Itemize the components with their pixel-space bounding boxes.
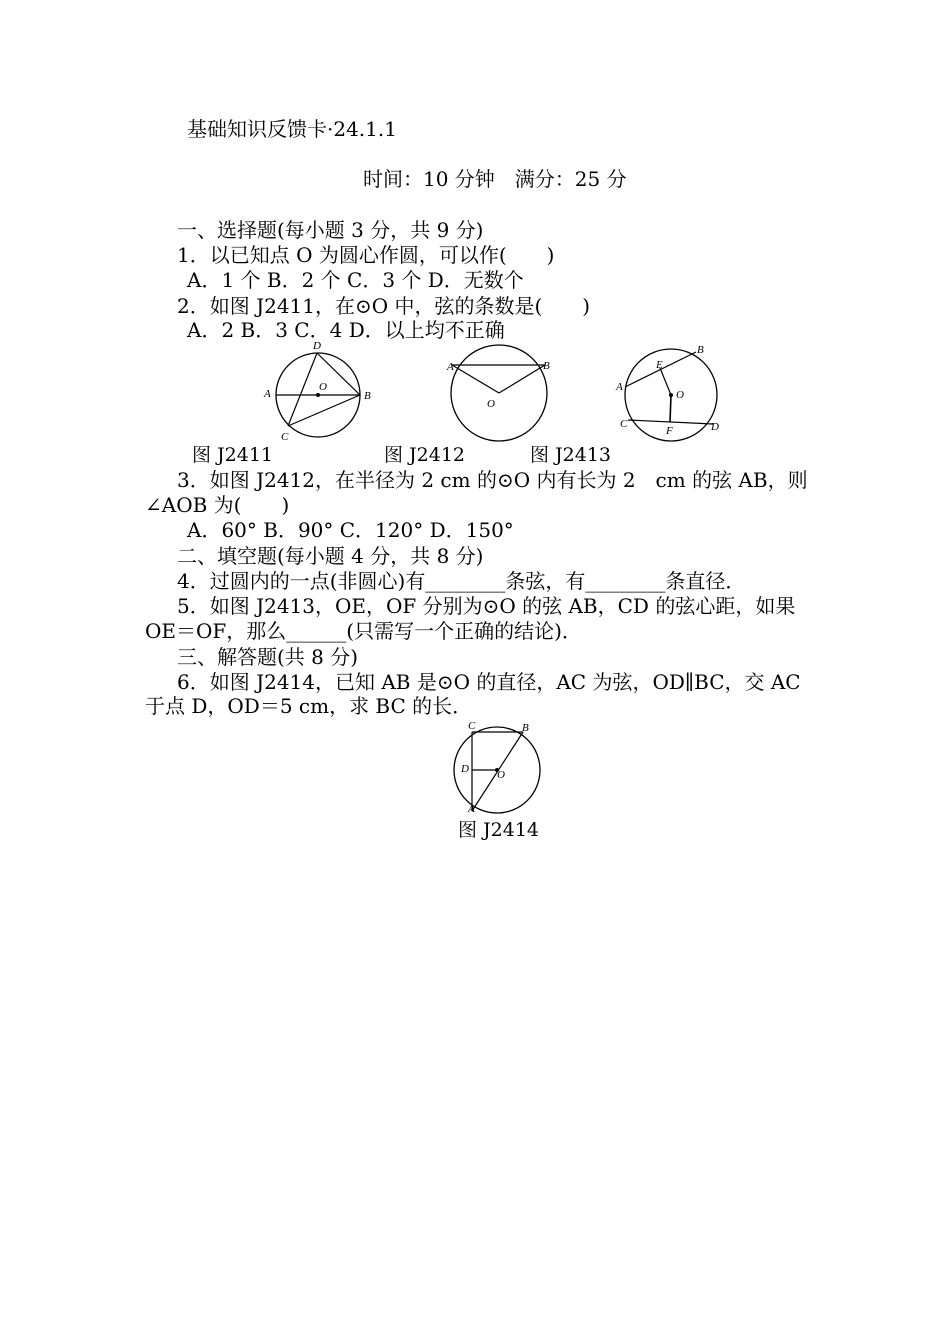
fig3-label-c: C bbox=[620, 418, 628, 430]
section1-heading: 一、选择题(每小题 3 分，共 9 分) bbox=[177, 218, 484, 242]
caption-j2413: 图 J2413 bbox=[530, 444, 612, 466]
figure-j2414 bbox=[450, 718, 550, 818]
fig2-label-o: O bbox=[487, 398, 495, 410]
fig3-label-o: O bbox=[676, 389, 684, 401]
fig3-label-f: F bbox=[666, 425, 673, 437]
figure-j2412 bbox=[442, 345, 562, 445]
fig1-label-d: D bbox=[313, 340, 321, 352]
fig3-label-e: E bbox=[656, 359, 663, 371]
fig4-label-a: A bbox=[468, 803, 475, 815]
section2-heading: 二、填空题(每小题 4 分，共 8 分) bbox=[177, 544, 484, 568]
fig3-label-a: A bbox=[616, 381, 623, 393]
fig3-label-b: B bbox=[697, 344, 704, 356]
question-1: 1．以已知点 O 为圆心作圆，可以作( ) bbox=[177, 243, 555, 267]
question-6-line2: 于点 D，OD＝5 cm，求 BC 的长． bbox=[145, 694, 473, 718]
fig2-label-b: B bbox=[543, 360, 550, 372]
caption-j2412: 图 J2412 bbox=[384, 444, 466, 466]
fig1-label-a: A bbox=[264, 388, 271, 400]
fig4-label-c: C bbox=[468, 720, 476, 732]
section3-heading: 三、解答题(共 8 分) bbox=[177, 645, 359, 669]
fig2-label-a: A bbox=[447, 361, 454, 373]
page-title: 基础知识反馈卡·24.1.1 bbox=[187, 117, 397, 141]
caption-j2414: 图 J2414 bbox=[458, 819, 540, 841]
fig4-label-d: D bbox=[461, 763, 469, 775]
question-3-line1: 3．如图 J2412，在半径为 2 cm 的⊙O 内有长为 2 cm 的弦 AB，则 bbox=[177, 468, 808, 492]
fig3-label-d: D bbox=[711, 421, 719, 433]
question-5-line2: OE＝OF，那么______(只需写一个正确的结论)． bbox=[145, 619, 582, 643]
fig4-label-b: B bbox=[522, 722, 529, 734]
question-3-line2: ∠AOB 为( ) bbox=[145, 493, 290, 517]
question-5-line1: 5．如图 J2413，OE，OF 分别为⊙O 的弦 AB，CD 的弦心距，如果 bbox=[177, 594, 796, 618]
time-info: 时间：10 分钟 满分：25 分 bbox=[363, 167, 627, 191]
fig1-label-o: O bbox=[319, 381, 327, 393]
question-1-options: A．1 个 B．2 个 C．3 个 D．无数个 bbox=[187, 268, 524, 292]
question-6-line1: 6．如图 J2414，已知 AB 是⊙O 的直径，AC 为弦，OD∥BC，交 AC bbox=[177, 670, 801, 694]
fig4-label-o: O bbox=[497, 769, 505, 781]
caption-j2411: 图 J2411 bbox=[192, 444, 274, 466]
figure-j2411 bbox=[260, 338, 380, 448]
question-2: 2．如图 J2411，在⊙O 中，弦的条数是( ) bbox=[177, 294, 591, 318]
figure-j2413 bbox=[612, 340, 732, 440]
fig1-label-c: C bbox=[281, 431, 289, 443]
question-4: 4．过圆内的一点(非圆心)有________条弦，有________条直径． bbox=[177, 569, 746, 593]
fig1-label-b: B bbox=[364, 390, 371, 402]
question-2-options: A．2 B．3 C．4 D．以上均不正确 bbox=[187, 318, 505, 342]
question-3-options: A．60° B．90° C．120° D．150° bbox=[187, 518, 514, 542]
